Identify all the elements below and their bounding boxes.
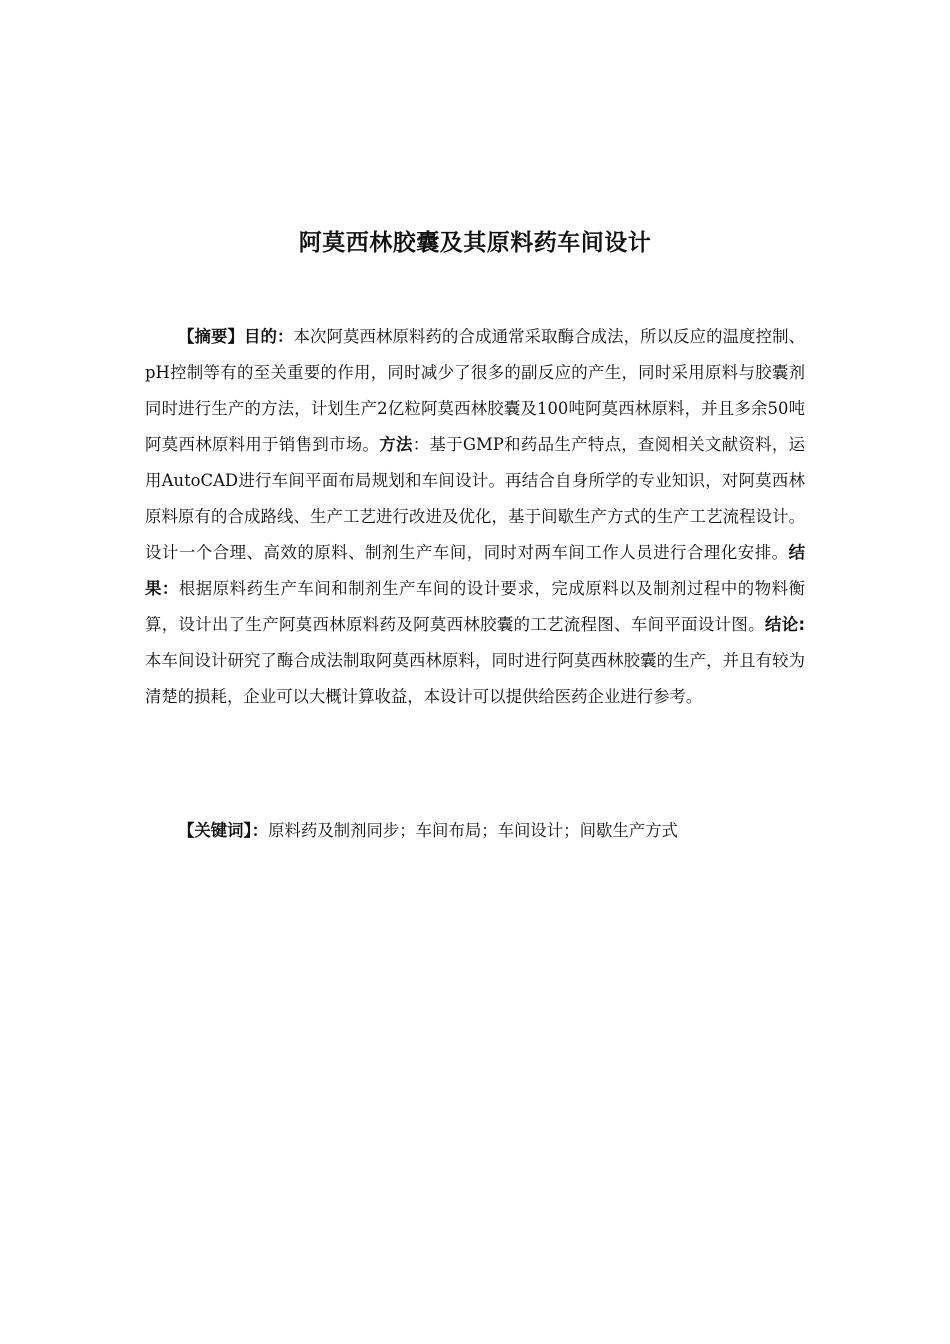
document-title: 阿莫西林胶囊及其原料药车间设计 [298, 230, 652, 256]
purpose-text: 本次阿莫西林原料药的合成通常采取酶合成法，所以反应的温度控制、pH控制等有的至关重要的作用，同时减少了很多的副反应的产生，同时采用原料与胶囊剂同时进行生产的方法，计划生产2亿粒阿莫西林胶囊及100吨阿莫西林原料，并且多余50吨阿莫西林原料用于销售到市场。 [145, 327, 806, 454]
conclusion-label: 结论: [764, 615, 806, 634]
result-text: 根据原料药生产车间和制剂生产车间的设计要求，完成原料以及制剂过程中的物料衡算，设计出了生产阿莫西林原料药及阿莫西林胶囊的工艺流程图、车间平面设计图。 [145, 579, 805, 634]
keywords-label: 【关键词】： [178, 821, 269, 840]
method-text: ：基于GMP和药品生产特点，查阅相关文献资料，运用AutoCAD进行车间平面布局规划和车间设计。再结合自身所学的专业知识，对阿莫西林原料原有的合成路线、生产工艺进行改进及优化，基于间歇生产方式的生产工艺流程设计。设计一个合理、高效的原料、制剂生产车间，同时对两车间工作人员进行合理化安排。 [145, 435, 806, 562]
method-label: 方法 [379, 435, 413, 454]
abstract-paragraph [145, 319, 805, 715]
purpose-label: 目的： [244, 327, 294, 346]
keywords-text: 原料药及制剂同步；车间布局；车间设计；间歇生产方式 [268, 821, 678, 840]
conclusion-text: 本车间设计研究了酶合成法制取阿莫西林原料，同时进行阿莫西林胶囊的生产，并且有较为清楚的损耗，企业可以大概计算收益，本设计可以提供给医药企业进行参考。 [145, 651, 805, 706]
result-label: 结果： [145, 543, 805, 598]
abstract-label: 【摘要】 [178, 327, 245, 346]
keywords-paragraph [145, 813, 805, 849]
